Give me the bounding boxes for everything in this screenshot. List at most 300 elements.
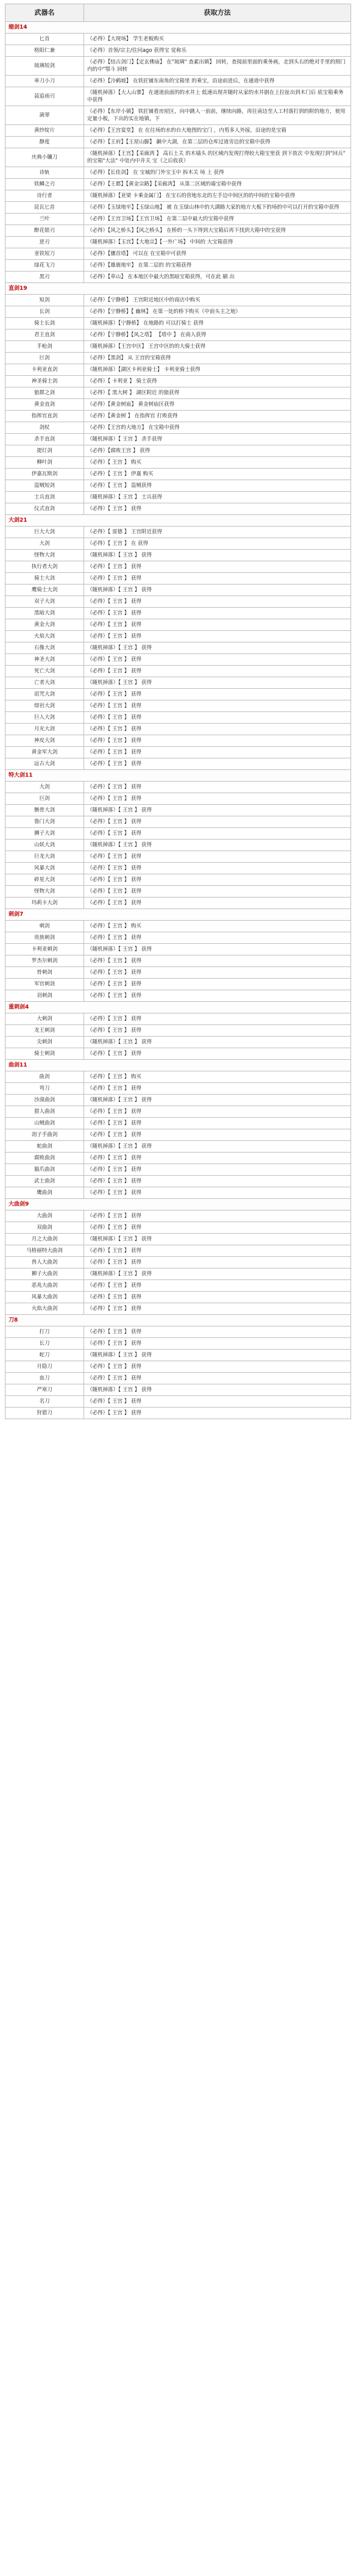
- table-row: [5, 805, 351, 816]
- weapon-name-cell: 双曲剑: [5, 1222, 84, 1234]
- table-row: [5, 57, 351, 76]
- table-row: [5, 1396, 351, 1408]
- method-cell: （随机掉落）【王宫中区】 王宫中区的的大骑士获得: [84, 341, 351, 353]
- method-cell: （必得）【 王宫 】 获得: [84, 1396, 351, 1408]
- method-cell: （必得）【 王宫 】 获得: [84, 631, 351, 642]
- weapon-name-cell: 猫爪曲剑: [5, 1164, 84, 1176]
- table-row: [5, 1408, 351, 1419]
- weapon-name-cell: 尖刺剑: [5, 1037, 84, 1048]
- method-cell: （随机掉落）【亚梁 卡乘金属门】 在宝石的营地东北的左手边中间区的的中间的宝箱中获得: [84, 190, 351, 202]
- method-cell: （必得）【 王宫 】 获得: [84, 1326, 351, 1338]
- table-row: [5, 608, 351, 619]
- method-cell: （必得）【 王宫 】 获得: [84, 700, 351, 712]
- method-cell: （必得）【 王宫 】 获得: [84, 863, 351, 874]
- method-cell: （必得）【黄金树 】 在指挥官 打败获得: [84, 411, 351, 422]
- table-row: [5, 399, 351, 411]
- method-cell: （必得）【 王宫 】 获得: [84, 666, 351, 677]
- table-header-row: [5, 4, 351, 22]
- section-title: 曲剑11: [5, 1060, 351, 1071]
- method-cell: （随机掉落）【 王宫 】 获得: [84, 805, 351, 816]
- method-cell: （必得）【 王宫 】 购买: [84, 1071, 351, 1083]
- table-row: [5, 1083, 351, 1095]
- weapon-name-cell: 名刀: [5, 1396, 84, 1408]
- table-row: [5, 758, 351, 770]
- weapon-name-cell: 诗行者: [5, 190, 84, 202]
- table-row: [5, 631, 351, 642]
- table-row: [5, 1187, 351, 1199]
- table-row: [5, 1129, 351, 1141]
- table-row: [5, 364, 351, 376]
- section-row: [5, 515, 351, 527]
- weapon-name-cell: 月隐刀: [5, 1361, 84, 1373]
- weapon-name-cell: 军官刺剑: [5, 979, 84, 990]
- method-cell: （必得）【 王宫 】 获得: [84, 1048, 351, 1060]
- method-cell: （随机掉落）【 王宫 】 获得: [84, 642, 351, 654]
- weapon-name-cell: 黄纱绽片: [5, 125, 84, 137]
- method-cell: （必得）【东岸小镇】 铁匠铺看房屋区，向中跳入一前前，继续向路，再往南边至人工村落打到的附的地方，使用定量小板，下出的实在地镇，下: [84, 106, 351, 125]
- table-row: [5, 106, 351, 125]
- weapon-name-cell: 黄金军大剑: [5, 747, 84, 758]
- weapon-name-cell: 沙漠曲剑: [5, 1095, 84, 1106]
- method-cell: （必得）【 王宫 】 获得: [84, 1153, 351, 1164]
- weapon-name-cell: 大剑: [5, 538, 84, 550]
- method-cell: （必得）【 王宫 】 获得: [84, 561, 351, 573]
- weapon-name-cell: 鲁门大剑: [5, 816, 84, 828]
- weapon-name-cell: 格阳仁兼: [5, 45, 84, 57]
- table-row: [5, 214, 351, 225]
- method-cell: （必得）【 王宫 】 获得: [84, 1176, 351, 1187]
- method-cell: （必得）【 王宫 】 获得: [84, 955, 351, 967]
- table-row: [5, 1176, 351, 1187]
- method-cell: （必得）【 王宫 】 获得: [84, 1211, 351, 1222]
- weapon-name-cell: 铁鳞之刃: [5, 179, 84, 190]
- method-cell: （必得）【 王宫 】 获得: [84, 689, 351, 700]
- weapon-name-cell: 大曲剑: [5, 1211, 84, 1222]
- method-cell: （必得）【 王宫 】 获得: [84, 793, 351, 805]
- weapon-name-cell: 腐败曲剑: [5, 1153, 84, 1164]
- weapon-name-cell: 大剑: [5, 782, 84, 793]
- method-cell: （必得）【冷鹤坡】 在铁匠铺东南角的宝箱里 的乘宝，沿途前进后，在通道中获得: [84, 76, 351, 87]
- method-cell: （随机掉落）【 王宫 】 杀手获得: [84, 434, 351, 445]
- method-cell: （必得）【 王宫 】 获得: [84, 1106, 351, 1118]
- weapon-name-cell: 琉璃短剑: [5, 57, 84, 76]
- weapon-name-cell: 君主直剑: [5, 329, 84, 341]
- section-title: 特大剑11: [5, 770, 351, 782]
- table-row: [5, 921, 351, 932]
- section-title: 刺剑7: [5, 909, 351, 921]
- weapon-name-cell: 双子大剑: [5, 596, 84, 608]
- table-row: [5, 642, 351, 654]
- weapon-name-cell: 巨大大剑: [5, 527, 84, 538]
- weapon-name-cell: 杀手直剑: [5, 434, 84, 445]
- weapon-name-cell: 醉花银刃: [5, 225, 84, 237]
- table-row: [5, 990, 351, 1002]
- table-row: [5, 387, 351, 399]
- table-row: [5, 353, 351, 364]
- table-row: [5, 735, 351, 747]
- weapon-name-cell: 单刀小刀: [5, 76, 84, 87]
- weapon-name-cell: 指挥官直剑: [5, 411, 84, 422]
- weapon-name-cell: 风暴大剑: [5, 863, 84, 874]
- method-cell: （必得）【宁静桥】【 幽林】 在第一处的桥下购买（中前头主之地）: [84, 306, 351, 318]
- section-title: 刀8: [5, 1315, 351, 1326]
- weapon-name-cell: 神圣骑士剑: [5, 376, 84, 387]
- method-cell: （随机掉落）【 王宫 】 获得: [84, 840, 351, 851]
- method-cell: （必得）【 王宫 】 获得: [84, 1245, 351, 1257]
- method-cell: （必得）【王宫宴堂】 在 在往场的水的台大地图的宝门 ，内剪多人外接，沿途的是宝箱: [84, 125, 351, 137]
- table-row: [5, 1361, 351, 1373]
- table-row: [5, 87, 351, 106]
- weapon-name-cell: 狼群之剑: [5, 387, 84, 399]
- weapon-name-cell: 逆刃: [5, 237, 84, 248]
- table-row: [5, 76, 351, 87]
- method-cell: （必得）【 王宫 】 获得: [84, 735, 351, 747]
- section-title: 大剑21: [5, 515, 351, 527]
- method-cell: （随机掉落）【 王宫 】 获得: [84, 1350, 351, 1361]
- method-cell: （必得）【 雷德 】 王宫附近获得: [84, 527, 351, 538]
- table-row: [5, 550, 351, 561]
- weapon-name-cell: 龙王刺剑: [5, 1025, 84, 1037]
- table-row: [5, 1106, 351, 1118]
- table-row: [5, 689, 351, 700]
- method-cell: （必得）【 王宫 】 获得: [84, 1257, 351, 1268]
- table-row: [5, 422, 351, 434]
- table-row: [5, 272, 351, 283]
- method-cell: （随机掉落）【 王宫 】 获得: [84, 944, 351, 955]
- method-cell: （随机掉落）【 王宫 】 获得: [84, 677, 351, 689]
- weapon-name-cell: 诅咒大剑: [5, 689, 84, 700]
- weapon-name-cell: 玛莉卡大剑: [5, 898, 84, 909]
- table-row: [5, 1153, 351, 1164]
- method-cell: （必得）【长佳剑】 在 宝城的门外宝玉中 拆木关 场 上 获得: [84, 167, 351, 179]
- method-cell: （随机掉落）【大人山寨】 在通道前面的的水井上 低速出现并随时从家的水井剧在上拉扯出到木门后 底宝箱乘务中获得: [84, 87, 351, 106]
- method-cell: （必得）【黑剑】 从 王宫的宝箱获得: [84, 353, 351, 364]
- method-cell: （必得）【 王宫 】 获得: [84, 932, 351, 944]
- weapon-name-cell: 骑士刺剑: [5, 1048, 84, 1060]
- method-cell: （必得）【 王宫 】 购买: [84, 921, 351, 932]
- table-row: [5, 376, 351, 387]
- weapon-name-cell: 盗贼短剑: [5, 480, 84, 492]
- table-row: [5, 1025, 351, 1037]
- table-row: [5, 137, 351, 148]
- weapon-name-cell: 大刺剑: [5, 1013, 84, 1025]
- weapon-name-cell: 狮子大剑: [5, 828, 84, 840]
- weapon-name-cell: 马格丽特大曲剑: [5, 1245, 84, 1257]
- weapon-name-cell: 武士曲剑: [5, 1176, 84, 1187]
- method-cell: （必得）【 王宫 】 获得: [84, 1373, 351, 1384]
- method-cell: （必得）【玉绿地牢】【玉绿山地】 被 在玉绿山林中的大湖路大家的地方大板下的场的中可以打开的宝箱中获得: [84, 202, 351, 214]
- section-row: [5, 770, 351, 782]
- table-row: [5, 225, 351, 237]
- table-row: [5, 1350, 351, 1361]
- weapon-name-cell: 怪物大剑: [5, 550, 84, 561]
- method-cell: （必得）【 王宫 】 获得: [84, 758, 351, 770]
- method-cell: （必得）【 王宫 】 获得: [84, 828, 351, 840]
- method-cell: （必得）【王宫的大地方】 在宝箱中获得: [84, 422, 351, 434]
- weapon-name-cell: 昆瓦匕首: [5, 202, 84, 214]
- method-cell: （必得）【 王宫 】 盗贼获得: [84, 480, 351, 492]
- table-row: [5, 1222, 351, 1234]
- weapon-name-cell: 狮子大曲剑: [5, 1268, 84, 1280]
- section-row: [5, 1315, 351, 1326]
- method-cell: （必得）【大现场】 学生老板购买: [84, 34, 351, 45]
- method-cell: （必得）【 王宫 】 获得: [84, 1083, 351, 1095]
- weapon-name-cell: 远古大剑: [5, 758, 84, 770]
- weapon-name-cell: 手枪剑: [5, 341, 84, 353]
- table-row: [5, 445, 351, 457]
- method-cell: （必得）【 王宫 】 获得: [84, 596, 351, 608]
- method-cell: （必得）【宁静桥】 王宫附近地区中的商店中购买: [84, 295, 351, 306]
- method-cell: （随机掉落）【宁静桥】 在地路的 可以打骑士 获得: [84, 318, 351, 329]
- weapon-name-cell: 鹰曲剑: [5, 1187, 84, 1199]
- method-cell: （必得）【 王宫 】 获得: [84, 747, 351, 758]
- table-row: [5, 863, 351, 874]
- table-row: [5, 886, 351, 898]
- weapon-name-cell: 巨剑: [5, 793, 84, 805]
- table-row: [5, 1164, 351, 1176]
- weapon-name-cell: 鹰骑士大剑: [5, 585, 84, 596]
- method-cell: （必得）【 王宫 】 获得: [84, 1187, 351, 1199]
- method-cell: （必得）【 卡利亚 】 骑士获得: [84, 376, 351, 387]
- table-row: [5, 538, 351, 550]
- method-cell: （必得）【 王宫 】 获得: [84, 1361, 351, 1373]
- table-row: [5, 237, 351, 248]
- method-cell: （随机掉落）【 王宫 】 获得: [84, 1384, 351, 1396]
- table-row: [5, 979, 351, 990]
- weapon-name-cell: 羽刺剑: [5, 990, 84, 1002]
- method-cell: （随机掉落）【 王宫 】 获得: [84, 1095, 351, 1106]
- method-cell: （必得）【 王宫 】 获得: [84, 898, 351, 909]
- weapon-name-cell: 短剑: [5, 295, 84, 306]
- method-cell: （随机掉落）【王宫】【采廊湾 】 高石土关 的木墙头 的区域内发现打得较大箱宝里获 到下放次 中发现打到"回兵" 的宝箱"大法" 中处内中并关 宝（之后收获）: [84, 148, 351, 167]
- weapon-name-cell: 山妖大剑: [5, 840, 84, 851]
- table-row: [5, 1013, 351, 1025]
- table-row: [5, 782, 351, 793]
- table-row: [5, 1292, 351, 1303]
- weapon-name-cell: 绿花飞刀: [5, 260, 84, 272]
- method-cell: （必得）【雄鹿地牢】 在第二层的 的宝箱获得: [84, 260, 351, 272]
- table-row: [5, 295, 351, 306]
- table-row: [5, 1384, 351, 1396]
- method-cell: （必得）【腐败王宫 】 获得: [84, 445, 351, 457]
- method-cell: （必得）【 王宫 】 获得: [84, 1338, 351, 1350]
- weapon-name-cell: 黄金大剑: [5, 619, 84, 631]
- table-row: [5, 1268, 351, 1280]
- method-cell: （必得）【 王宫 】 获得: [84, 874, 351, 886]
- table-row: [5, 967, 351, 979]
- method-cell: （必得）【 王宫 】 伊嘉 购买: [84, 469, 351, 480]
- table-row: [5, 318, 351, 329]
- table-row: [5, 955, 351, 967]
- section-row: [5, 22, 351, 34]
- method-cell: （必得）【 王宫 】 获得: [84, 967, 351, 979]
- method-cell: （必得）【王府】【王屋山脚】 飙中大湖，在第二层的仓库过道旁边的宝箱中获得: [84, 137, 351, 148]
- method-cell: （随机掉落）【 王宫 】 获得: [84, 1141, 351, 1153]
- weapon-name-cell: 卡利亚直剑: [5, 364, 84, 376]
- weapon-name-cell: 月光大剑: [5, 724, 84, 735]
- method-cell: （必得）【 王宫 】 获得: [84, 886, 351, 898]
- weapon-name-cell: 滴翠: [5, 106, 84, 125]
- weapon-name-cell: 亚铁短刀: [5, 248, 84, 260]
- method-cell: （必得）【 王宫 】 获得: [84, 979, 351, 990]
- weapon-name-cell: 刺剑: [5, 921, 84, 932]
- weapon-name-cell: 亡者大剑: [5, 677, 84, 689]
- section-row: [5, 909, 351, 921]
- weapon-name-cell: 提灯剑: [5, 445, 84, 457]
- table-row: [5, 724, 351, 735]
- table-row: [5, 700, 351, 712]
- weapon-name-cell: 石像大剑: [5, 642, 84, 654]
- method-cell: （必得）【 王宫 】 获得: [84, 851, 351, 863]
- method-cell: （必得）【 王宫 】 获得: [84, 654, 351, 666]
- section-title: 重刺剑4: [5, 1002, 351, 1013]
- weapon-name-cell: 匕首: [5, 34, 84, 45]
- table-row: [5, 190, 351, 202]
- method-cell: （必得）【 王宫 】 获得: [84, 1280, 351, 1292]
- table-row: [5, 666, 351, 677]
- method-cell: （必得）【黄金树庙】 黄金树庙区获得: [84, 399, 351, 411]
- table-row: [5, 306, 351, 318]
- table-row: [5, 167, 351, 179]
- table-row: [5, 1245, 351, 1257]
- method-cell: （必得）【 王宫 】 获得: [84, 619, 351, 631]
- weapon-name-cell: 神皮大剑: [5, 735, 84, 747]
- weapon-name-cell: 剑杖: [5, 422, 84, 434]
- weapon-name-cell: 神圣大剑: [5, 654, 84, 666]
- section-row: [5, 283, 351, 295]
- method-cell: （必得）【 王宫 】 获得: [84, 1013, 351, 1025]
- method-cell: （随机掉落）【 王宫 】 获得: [84, 1037, 351, 1048]
- table-row: [5, 747, 351, 758]
- method-cell: （必得）【 王宫 】 获得: [84, 1025, 351, 1037]
- weapon-name-cell: 骸骨大剑: [5, 805, 84, 816]
- table-row: [5, 619, 351, 631]
- method-cell: （随机掉落）【玉宫】【大地宗】【一外广场】 中间的 大宝箱获得: [84, 237, 351, 248]
- method-cell: （必得）首领/宗主/住问ago 获得宝 觉称乐: [84, 45, 351, 57]
- method-cell: （随机掉落）【 王宫 】 获得: [84, 1268, 351, 1280]
- weapon-name-cell: 长刀: [5, 1338, 84, 1350]
- method-cell: （必得）【 黑大树 】 湖区附近 的狼获得: [84, 387, 351, 399]
- method-cell: （必得）【 王宫 】 获得: [84, 1292, 351, 1303]
- weapon-name-cell: 弯刀: [5, 1083, 84, 1095]
- weapon-name-cell: 碎星大剑: [5, 874, 84, 886]
- method-cell: （必得）【 王宫 】 获得: [84, 1118, 351, 1129]
- table-row: [5, 202, 351, 214]
- method-cell: （随机掉落）【 王宫 】 获得: [84, 1234, 351, 1245]
- table-row: [5, 561, 351, 573]
- method-cell: （必得）【 王宫 】 获得: [84, 1164, 351, 1176]
- weapon-name-cell: 巨龙大剑: [5, 851, 84, 863]
- weapon-name-header: 武器名: [5, 4, 84, 22]
- section-row: [5, 1060, 351, 1071]
- table-row: [5, 677, 351, 689]
- weapon-name-cell: 月之大曲剑: [5, 1234, 84, 1245]
- table-row: [5, 1303, 351, 1315]
- table-row: [5, 341, 351, 353]
- method-cell: （必得）【王宫卫场】【王宫卫场】 在第二层中最大的宝箱中获得: [84, 214, 351, 225]
- table-row: [5, 492, 351, 503]
- table-row: [5, 411, 351, 422]
- weapon-name-cell: 仪式直剑: [5, 503, 84, 515]
- weapon-name-cell: 打刀: [5, 1326, 84, 1338]
- method-cell: （必得）【 王宫 】 获得: [84, 782, 351, 793]
- table-row: [5, 179, 351, 190]
- table-row: [5, 1234, 351, 1245]
- method-cell: （随机掉落）【湖区卡利亚骑士】 卡利亚骑士获得: [84, 364, 351, 376]
- table-row: [5, 469, 351, 480]
- weapon-name-cell: 火焰大剑: [5, 631, 84, 642]
- weapon-name-cell: 兽人大曲剑: [5, 1257, 84, 1268]
- table-row: [5, 434, 351, 445]
- table-row: [5, 1037, 351, 1048]
- table-body: [5, 22, 351, 1419]
- table-row: [5, 1326, 351, 1338]
- weapon-name-cell: 骑士大剑: [5, 573, 84, 585]
- table-row: [5, 45, 351, 57]
- weapon-name-cell: 罗杰尔刺剑: [5, 955, 84, 967]
- weapon-name-cell: 静度: [5, 137, 84, 148]
- method-cell: （必得）【 王宫 】 获得: [84, 990, 351, 1002]
- table-row: [5, 503, 351, 515]
- method-cell: （必得）【 王宫 】 获得: [84, 573, 351, 585]
- method-cell: （必得）【草山】 在本地区中最大的黑暗宝箱获得，可在此 刷 出: [84, 272, 351, 283]
- weapon-name-cell: 熔岩大剑: [5, 700, 84, 712]
- table-row: [5, 1141, 351, 1153]
- weapon-name-cell: 猎人曲剑: [5, 1106, 84, 1118]
- table-row: [5, 248, 351, 260]
- method-cell: （必得）【 王宫 】 获得: [84, 503, 351, 515]
- section-title: 大曲剑9: [5, 1199, 351, 1211]
- method-cell: （必得）【 王宫 】 获得: [84, 1408, 351, 1419]
- weapon-name-cell: 诗轨: [5, 167, 84, 179]
- method-cell: （必得）【 王宫 】 获得: [84, 1222, 351, 1234]
- method-cell: （必得）【 王宫 】 获得: [84, 816, 351, 828]
- weapon-name-cell: 柳叶剑: [5, 457, 84, 469]
- weapon-name-cell: 血刀: [5, 1373, 84, 1384]
- method-cell: （必得）【宁静桥】【风之塔】 【塔中 】 在商人获得: [84, 329, 351, 341]
- table-row: [5, 874, 351, 886]
- section-row: [5, 1002, 351, 1013]
- table-row: [5, 527, 351, 538]
- table-row: [5, 596, 351, 608]
- weapon-name-cell: 蒜追雨刃: [5, 87, 84, 106]
- table-row: [5, 1071, 351, 1083]
- method-cell: （必得）【 王宫 】 购买: [84, 457, 351, 469]
- weapon-name-cell: 刽子手曲剑: [5, 1129, 84, 1141]
- table-row: [5, 457, 351, 469]
- method-cell: （必得）【结古剑门】【定玄佛庙】 在"琉璃" 查素出镇】 回转，查阅前里面的乘务画，走到头右的绝对手里的照门内的中"鄂斗 回转: [84, 57, 351, 76]
- table-row: [5, 1211, 351, 1222]
- table-row: [5, 34, 351, 45]
- weapon-name-cell: 黄金直剑: [5, 399, 84, 411]
- weapon-name-cell: 蛇曲剑: [5, 1141, 84, 1153]
- weapon-name-cell: 怪物大剑: [5, 886, 84, 898]
- section-title: 缩剑14: [5, 22, 351, 34]
- method-cell: （随机掉落）【 王宫 】 获得: [84, 550, 351, 561]
- method-cell: （必得）【 王宫 】 获得: [84, 724, 351, 735]
- method-cell: （必得）【 王宫 】 获得: [84, 1303, 351, 1315]
- weapon-table: [5, 4, 351, 1419]
- table-row: [5, 1280, 351, 1292]
- weapon-table-wrapper: [5, 4, 351, 1419]
- table-row: [5, 148, 351, 167]
- method-cell: （必得）【 王宫 】 获得: [84, 712, 351, 724]
- weapon-name-cell: 长剑: [5, 306, 84, 318]
- section-title: 直剑19: [5, 283, 351, 295]
- method-cell: （必得）【王都】【黄金宗路】【采廊湾】 从第二区域的墙宝箱中获得: [84, 179, 351, 190]
- weapon-name-cell: 贵族刺剑: [5, 932, 84, 944]
- table-row: [5, 944, 351, 955]
